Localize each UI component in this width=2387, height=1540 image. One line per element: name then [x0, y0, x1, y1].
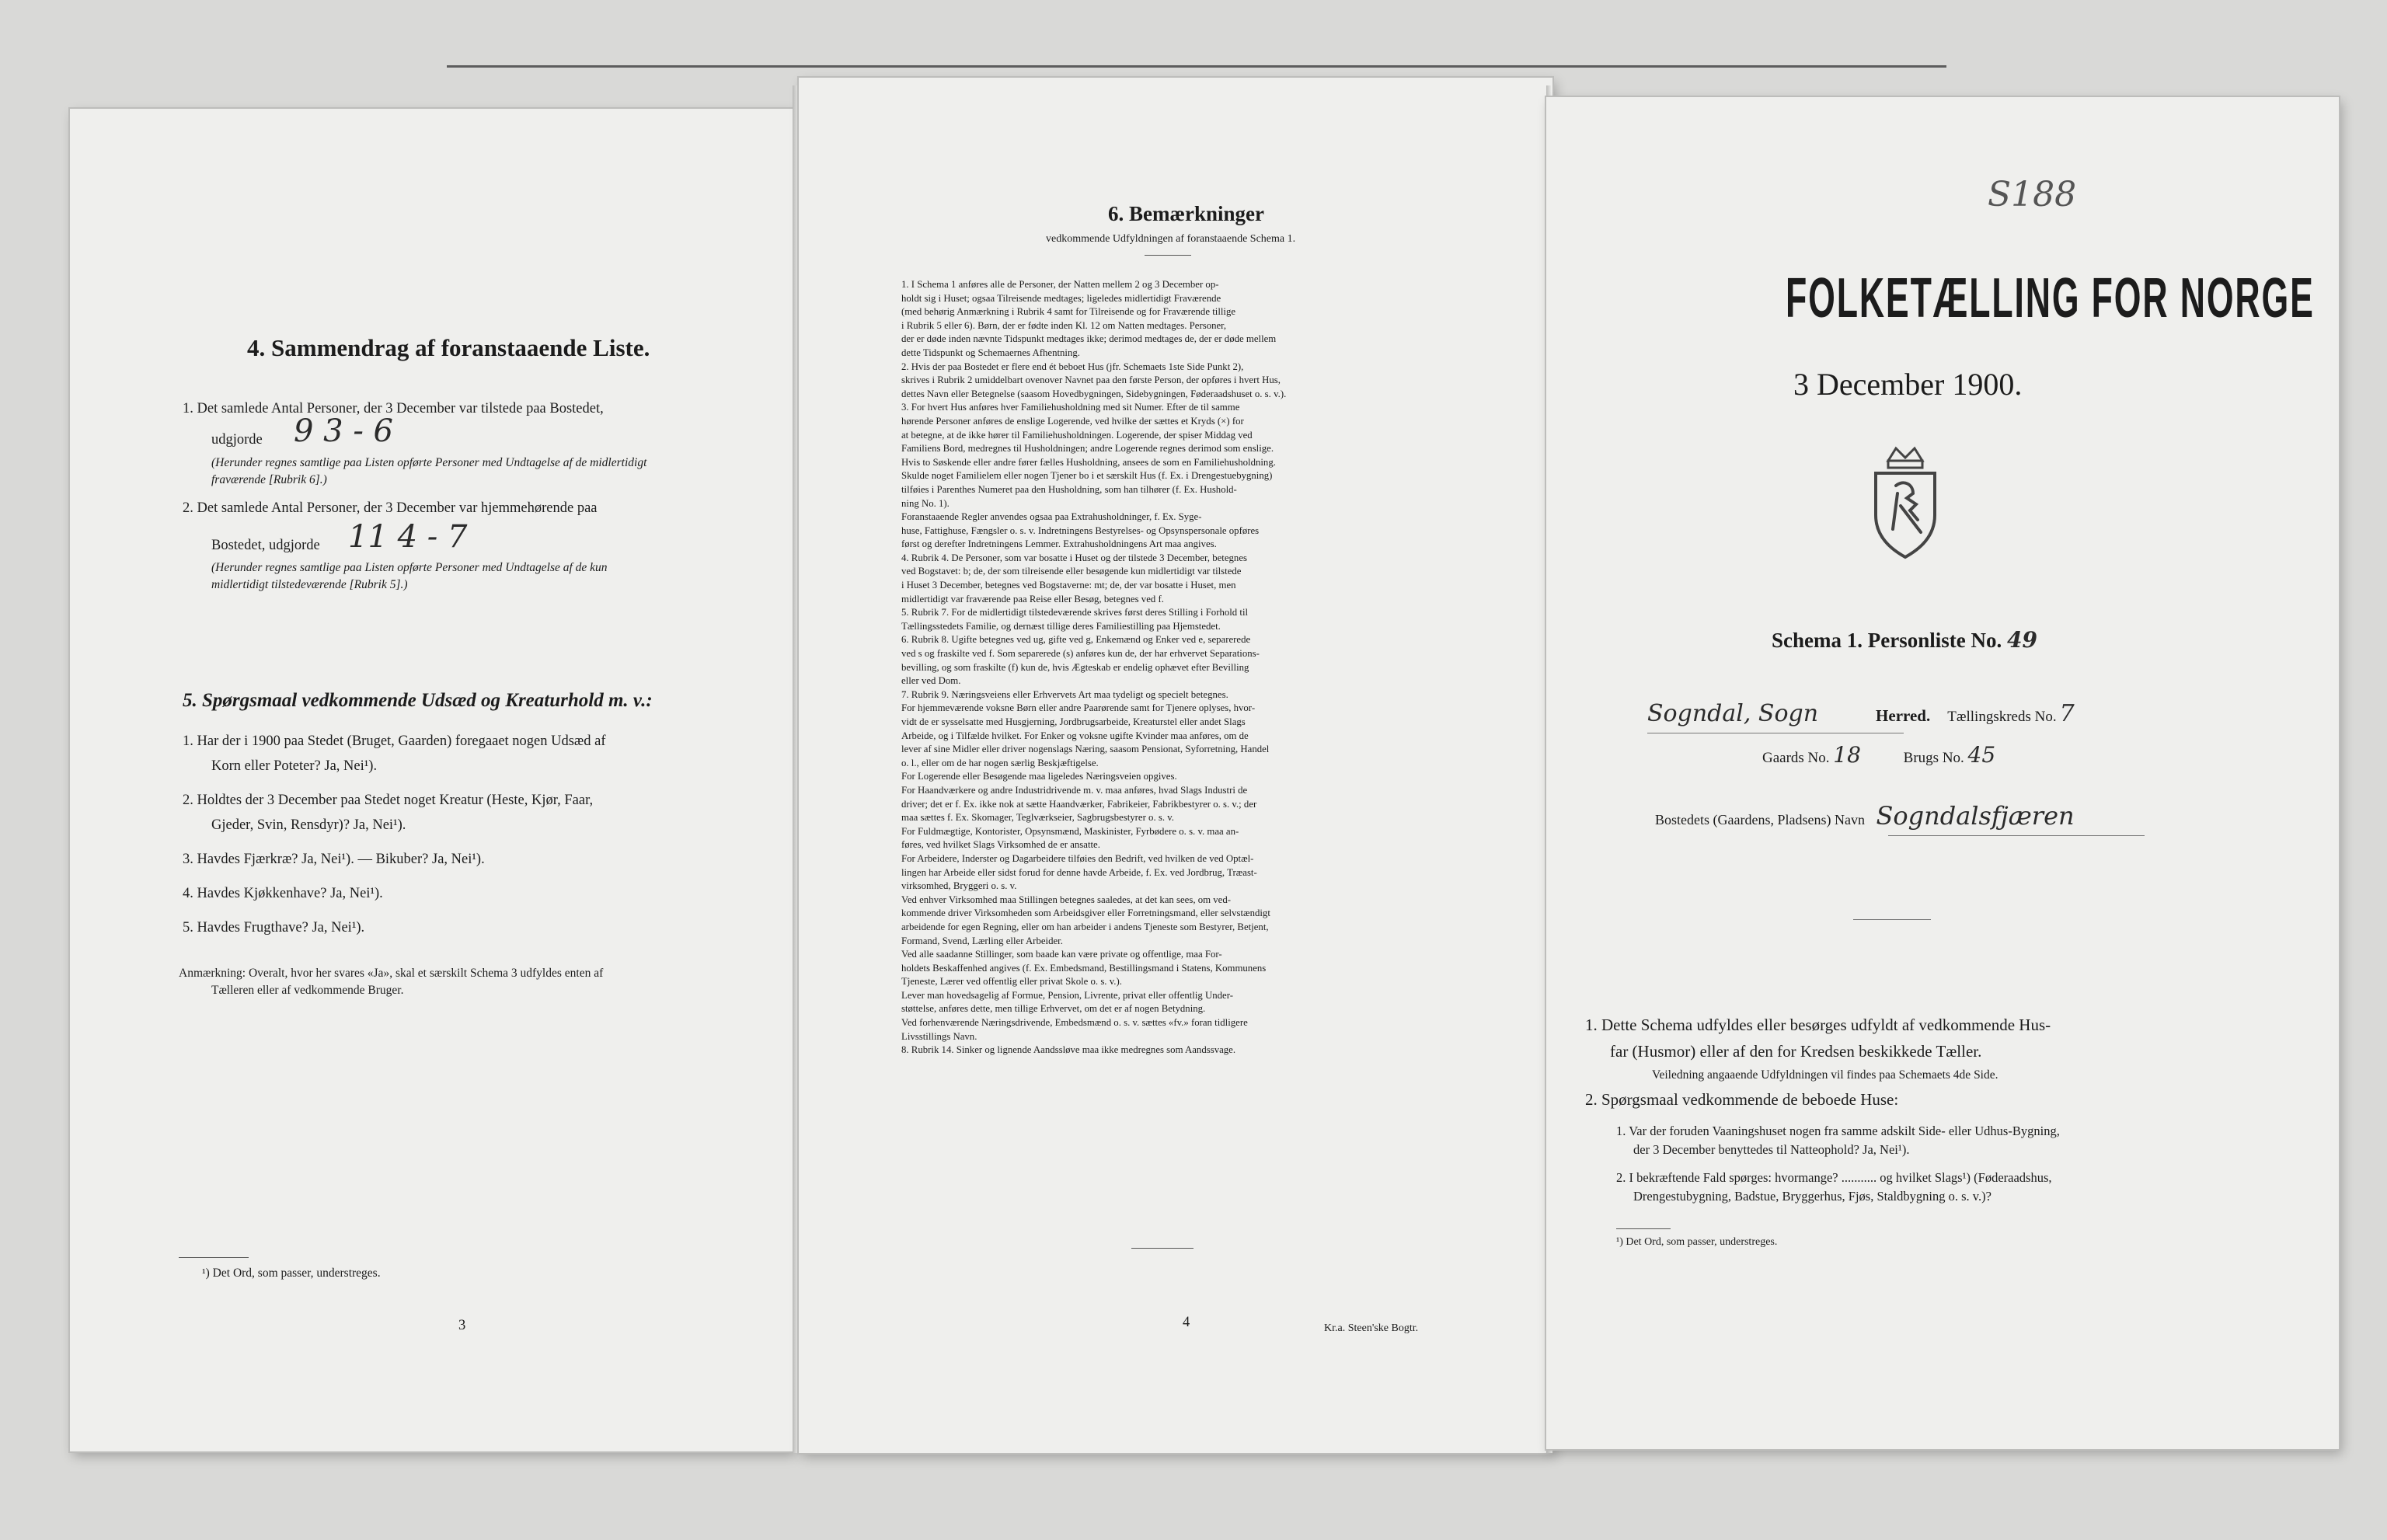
remark-line: først og derefter Indretningens Lemmer. Extrahusholdningens Art maa angives. — [901, 538, 1217, 550]
instruction-2-1: 1. Var der foruden Vaaningshuset nogen fra samme adskilt Side- eller Udhus-Bygning, — [1616, 1124, 2060, 1138]
schema-number: 49 — [2006, 627, 2037, 653]
herred-row — [1647, 700, 2075, 727]
remark-line: Livsstillings Navn. — [901, 1030, 977, 1042]
top-edge-line — [447, 65, 1946, 68]
bosted-label: Bostedets (Gaardens, Pladsens) Navn — [1655, 812, 1865, 827]
remark-line: holdets Beskaffenhed angives (f. Ex. Embedsmand, Bestillingsmand i Statens, Kommunens — [901, 962, 1267, 974]
remark-line: For Logerende eller Besøgende maa ligeledes Næringsveien opgives. — [901, 771, 1177, 782]
remark-line: 3. For hvert Hus anføres hver Familiehusholdning med sit Numer. Efter de til samme — [901, 402, 1240, 413]
remark-line: skrives i Rubrik 2 umiddelbart ovenover Navnet paa den første Person, der opføres i hvert Hus, — [901, 375, 1281, 386]
remark-line: dettes Navn eller Betegnelse (saasom Hovedbygningen, Sidebygningen, Føderaadshuset o. s. v.). — [901, 388, 1287, 399]
remark-line: kommende driver Virksomheden som Arbeidsgiver eller Forretningsmand, eller selvstændigt — [901, 908, 1270, 919]
instruction-1: 1. Dette Schema udfyldes eller besørges udfyldt af vedkommende Hus- — [1585, 1016, 2051, 1034]
kreds-label: Tællingskreds No. — [1947, 709, 2057, 725]
remark-line: ved s og fraskilte ved f. Som separerede (s) anføres kun de, der har erhvervet Separations- — [901, 648, 1260, 660]
remark-line: Ved enhver Virksomhed maa Stillingen betegnes saaledes, at det kan sees, om ved- — [901, 894, 1232, 905]
q2-answer: Gjeder, Svin, Rensdyr)? Ja, Nei¹). — [211, 817, 406, 833]
remark-line: Ved forhenværende Næringsdrivende, Embedsmænd o. s. v. sættes «fv.» foran tidligere — [901, 1017, 1248, 1029]
q3-text: 3. Havdes Fjærkræ? Ja, Nei¹). — Bikuber? Ja, Nei¹). — [183, 852, 485, 867]
remark-line: huse, Fattighuse, Fængsler o. s. v. Indretningens Bestyrelses- og Opsynspersonale opføres — [901, 524, 1260, 536]
schema-label: Schema 1. Personliste No. — [1772, 629, 2002, 652]
remark-line: Lever man hovedsagelig af Formue, Pension, Livrente, privat eller offentlig Under- — [901, 989, 1234, 1001]
remark-line: (med behørig Anmærkning i Rubrik 4 samt for Tilreisende og for Fraværende tillige — [901, 306, 1236, 318]
archive-number: S188 — [1988, 175, 2077, 214]
gaards-value: 18 — [1833, 742, 1861, 768]
item2-note-2: midlertidigt tilstedeværende [Rubrik 5].) — [211, 578, 408, 591]
remark-line: 5. Rubrik 7. For de midlertidigt tilstedeværende skrives først deres Stilling i Forhold til — [901, 607, 1249, 618]
instruction-1-guidance: Veiledning angaaende Udfyldningen vil findes paa Schemaets 4de Side. — [1652, 1068, 1998, 1082]
remark-line-1: Anmærkning: Overalt, hvor her svares «Ja», skal et særskilt Schema 3 udfyldes enten af — [179, 967, 604, 980]
remark-line: ning No. 1). — [901, 497, 950, 509]
fold-left — [793, 85, 797, 1453]
remark-line: vidt de er sysselsatte med Husgjerning, Jordbrugsarbeide, Kreaturstel eller andet Slags — [901, 716, 1246, 727]
remark-line: 4. Rubrik 4. De Personer, som var bosatte i Huset og der tilstede 3 December, betegnes — [901, 552, 1247, 563]
item1-handwritten-value: 9 3 - 6 — [294, 413, 394, 449]
page-number: 4 — [1183, 1315, 1190, 1330]
end-rule — [1131, 1248, 1194, 1249]
instruction-2-1-cont: der 3 December benyttedes til Natteophold? Ja, Nei¹). — [1633, 1142, 1910, 1157]
remark-line: tilføies i Parenthes Numeret paa den Husholdning, som han tilhører (f. Ex. Hushold- — [901, 483, 1237, 495]
remark-line: ved Bogstavet: b; de, der som tilreisende eller besøgende kun midlertidigt var tilstede — [901, 566, 1242, 577]
norway-coat-of-arms-icon — [1859, 439, 1952, 563]
remark-line: Tjeneste, Lærer ved offentlig eller privat Skole o. s. v.). — [901, 976, 1122, 988]
remark-line: 6. Rubrik 8. Ugifte betegnes ved ug, gifte ved g, Enkemænd og Enker ved e, separerede — [901, 634, 1251, 646]
remark-line: virksomhed, Bryggeri o. s. v. — [901, 880, 1017, 892]
remark-line: maa sættes f. Ex. Skomager, Teglværkseier, Sagbrugsbestyrer o. s. v. — [901, 812, 1174, 824]
herred-label: Herred. — [1876, 706, 1931, 725]
remark-line: For Haandværkere og andre Industridrivende m. v. maa anføres, hvad Slags Industri de — [901, 784, 1248, 796]
remark-line: støttelse, anføres dette, men tillige Erhvervet, om det er af nogen Betydning. — [901, 1003, 1206, 1015]
section6-subtitle: vedkommende Udfyldningen af foranstaaende Schema 1. — [1046, 233, 1296, 245]
remark-line: Familiens Bord, medregnes til Husholdningen; andre Logerende regnes derimod som enslige. — [901, 443, 1274, 455]
remark-line: For hjemmeværende voksne Børn eller andre Paarørende samt for Tjenere oplyses, hvor- — [901, 702, 1256, 714]
page-number: 3 — [458, 1318, 466, 1333]
footnote: ¹) Det Ord, som passer, understreges. — [202, 1266, 381, 1280]
gaards-row — [1762, 742, 1995, 768]
kreds-value: 7 — [2059, 700, 2075, 727]
instruction-2-2: 2. I bekræftende Fald spørges: hvormange? ........... og hvilket Slags¹) (Føderaadshus, — [1616, 1170, 2052, 1185]
remark-line-2: Tælleren eller af vedkommende Bruger. — [211, 984, 404, 997]
census-date: 3 December 1900. — [1793, 367, 2023, 402]
remark-line: Formand, Svend, Lærling eller Arbeider. — [901, 935, 1063, 946]
q1-answer: Korn eller Poteter? Ja, Nei¹). — [211, 758, 378, 774]
printer-credit: Kr.a. Steen'ske Bogtr. — [1324, 1322, 1419, 1334]
footnote-rule — [1616, 1228, 1671, 1229]
remark-line: der er døde inden nævnte Tidspunkt medtages ikke; derimod medtages de, der er døde mellem — [901, 333, 1277, 345]
page-left — [70, 109, 793, 1451]
bosted-row — [1655, 801, 2075, 831]
item1-label: udgjorde — [211, 432, 263, 448]
remark-line: midlertidigt var fraværende paa Reise eller Besøg, betegnes ved f. — [901, 593, 1164, 605]
remark-line: i Rubrik 5 eller 6). Børn, der er fødte inden Kl. 12 om Natten medtages. Personer, — [901, 319, 1227, 331]
instruction-2: 2. Spørgsmaal vedkommende de beboede Huse: — [1585, 1090, 1899, 1109]
item2-text: 2. Det samlede Antal Personer, der 3 December var hjemmehørende paa — [183, 500, 598, 516]
remark-line: driver; det er f. Ex. ikke nok at sætte Haandværker, Fabrikeier, Fabrikbestyrer o. s. v.; der — [901, 798, 1257, 810]
page-middle — [799, 78, 1552, 1453]
remark-line: 8. Rubrik 14. Sinker og lignende Aandssløve maa ikke medregnes som Aandssvage. — [901, 1044, 1236, 1056]
q1-text: 1. Har der i 1900 paa Stedet (Bruget, Gaarden) foregaaet nogen Udsæd af — [183, 733, 606, 749]
remark-line: føres, ved hvilket Slags Virksomhed de er ansatte. — [901, 839, 1100, 851]
ornament-rule — [1853, 919, 1931, 920]
brugs-label: Brugs No. — [1903, 750, 1964, 766]
instruction-2-2-cont: Drengestubygning, Badstue, Bryggerhus, Fjøs, Staldbygning o. s. v.)? — [1633, 1189, 1991, 1204]
item1-note: (Herunder regnes samtlige paa Listen opførte Personer med Undtagelse af de midlertidigt — [211, 456, 647, 469]
herred-value: Sogndal, Sogn — [1647, 700, 1819, 727]
bosted-value: Sogndalsfjæren — [1876, 801, 2075, 831]
remark-line: For Fuldmægtige, Kontorister, Opsynsmænd, Maskinister, Fyrbødere o. s. v. maa an- — [901, 825, 1239, 837]
remark-line: Tællingsstedets Familie, og dernæst tillige deres Familiestilling paa Hjemstedet. — [901, 620, 1221, 632]
q2-text: 2. Holdtes der 3 December paa Stedet noget Kreatur (Heste, Kjør, Faar, — [183, 793, 594, 808]
remark-line: 2. Hvis der paa Bostedet er flere end ét beboet Hus (jfr. Schemaets 1ste Side Punkt 2), — [901, 361, 1244, 372]
remark-line: 7. Rubrik 9. Næringsveiens eller Erhvervets Art maa tydeligt og specielt betegnes. — [901, 688, 1228, 700]
remark-line: i Huset 3 December, betegnes ved Bogstaverne: mt; de, der var bosatte i Huset, men — [901, 580, 1236, 591]
item1-note-2: fraværende [Rubrik 6].) — [211, 473, 327, 486]
remark-line: arbeidende for egen Regning, eller om han arbeider i andens Tjeneste som Bestyrer, Betjent, — [901, 921, 1269, 932]
remark-line: Ved alle saadanne Stillinger, som baade kan være private og offentlige, maa For- — [901, 949, 1222, 960]
remark-line: bevilling, og som fraskilte (f) kun de, hvis Ægteskab er endelig ophævet efter Bevilling — [901, 661, 1249, 673]
item2-label: Bostedet, udgjorde — [211, 538, 320, 553]
section6-title: 6. Bemærkninger — [1108, 202, 1264, 225]
brugs-value: 45 — [1967, 742, 1996, 768]
remark-line: eller ved Dom. — [901, 675, 961, 687]
remark-line: lever af sine Midler eller driver nogenslags Næring, saasom Pensionat, Syforretning, Handel — [901, 744, 1270, 755]
remark-line: 1. I Schema 1 anføres alle de Personer, der Natten mellem 2 og 3 December op- — [901, 279, 1219, 290]
item1-text: 1. Det samlede Antal Personer, der 3 December var tilstede paa Bostedet, — [183, 401, 604, 416]
section5-title: 5. Spørgsmaal vedkommende Udsæd og Kreaturhold m. v.: — [183, 690, 653, 711]
footnote-rule — [179, 1257, 249, 1258]
section6-rule — [1145, 255, 1191, 256]
bosted-underline — [1888, 835, 2145, 836]
instruction-1-cont: far (Husmor) eller af den for Kredsen beskikkede Tæller. — [1610, 1042, 1982, 1061]
section4-title: 4. Sammendrag af foranstaaende Liste. — [247, 334, 650, 361]
remark-line: dette Tidspunkt og Schemaernes Afhentning. — [901, 347, 1080, 358]
remark-line: holdt sig i Huset; ogsaa Tilreisende medtages; ligeledes midlertidigt Fraværende — [901, 292, 1221, 304]
schema-row — [1772, 627, 2037, 653]
remark-line: Hvis to Søskende eller andre fører fælles Husholdning, ansees de som en Familiehusholdning. — [901, 456, 1276, 468]
remark-line: Skulde noget Familielem eller nogen Tjener bo i et særskilt Hus (f. Ex. i Drengestuebygning) — [901, 470, 1273, 482]
remark-line: Arbeide, og i Tilfælde hvilket. For Enker og voksne ugifte Kvinder maa anføres, om de — [901, 730, 1249, 741]
footnote: ¹) Det Ord, som passer, understreges. — [1616, 1236, 1778, 1248]
item2-handwritten-value: 11 4 - 7 — [348, 519, 468, 555]
remark-line: hørende Personer anføres de enslige Logerende, ved hvilke der sættes et Kryds (×) for — [901, 415, 1244, 427]
remark-line: Foranstaaende Regler anvendes ogsaa paa Extrahusholdninger, f. Ex. Syge- — [901, 511, 1202, 523]
remark-line: o. l., eller om de har nogen særlig Beskjæftigelse. — [901, 757, 1099, 768]
remark-line: at betegne, at de ikke hører til Familiehusholdningen. Logerende, der spiser Middag ved — [901, 429, 1253, 441]
item2-note: (Herunder regnes samtlige paa Listen opførte Personer med Undtagelse af de kun — [211, 561, 608, 574]
remarks-list — [901, 278, 1453, 1057]
main-title: FOLKETÆLLING FOR NORGE — [1786, 267, 2315, 329]
q5-text: 5. Havdes Frugthave? Ja, Nei¹). — [183, 920, 365, 935]
q4-text: 4. Havdes Kjøkkenhave? Ja, Nei¹). — [183, 886, 383, 901]
page-right — [1546, 97, 2339, 1449]
remark-line: lingen har Arbeide eller sidst forud for denne havde Arbeide, f. Ex. ved Jordbrug, Træast- — [901, 866, 1257, 878]
gaards-label: Gaards No. — [1762, 750, 1830, 766]
remark-line: For Arbeidere, Inderster og Dagarbeidere tilføies den Bedrift, ved hvilken de ved Optæl- — [901, 852, 1254, 864]
